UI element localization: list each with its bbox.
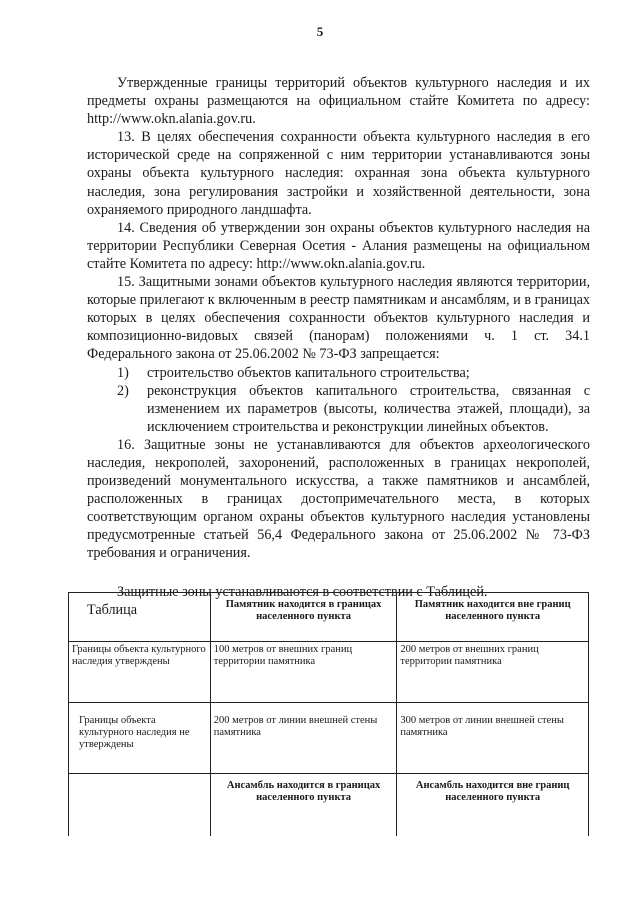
paragraph-16: 16. Защитные зоны не устанавливаются для объектов археологического наследия, некрополей, захоронений, расположенных в границах некрополей, произведений монументального искусства, а также памятников и ансамблей, расположенных в границах достопримечательного места, в которых соответствующим органом охраны объектов культурного наследия установлены предусмотренные статьей 56,4 Федерального закона от 25.06.2002 № 73-ФЗ требования и ограничения. bbox=[87, 436, 590, 562]
paragraph-boundaries: Утвержденные границы территорий объектов культурного наследия и их предметы охраны размещаются на официальном стайте Комитета по адресу: http://www.okn.alania.gov.ru. bbox=[87, 75, 590, 128]
table-cell bbox=[69, 774, 211, 837]
page-number: 5 bbox=[316, 24, 324, 39]
table-intro: Защитные зоны устанавливаются в соответствии с Таблицей. bbox=[117, 583, 488, 600]
table-header-cell: Ансамбль находится в границах населенного пункта bbox=[210, 774, 397, 837]
table-row bbox=[69, 703, 589, 774]
document-body bbox=[87, 74, 590, 619]
list-item-number: 1) bbox=[117, 364, 129, 381]
list-item bbox=[87, 382, 590, 436]
table-cell: 200 метров от внешних границ территории памятника bbox=[397, 642, 589, 703]
table-header-cell: Ансамбль находится вне границ населенного пункта bbox=[397, 774, 589, 837]
table-cell bbox=[69, 593, 211, 642]
table-cell: Границы объекта культурного наследия утверждены bbox=[69, 642, 211, 703]
paragraph-13: 13. В целях обеспечения сохранности объекта культурного наследия в его исторической среде на сопряженной с ним территории устанавливаются зоны охраны объекта культурного наследия: охранная зона объекта культурного наследия, зона регулирования застройки и хозяйственной деятельности, зона охраняемого природного ландшафта. bbox=[87, 129, 590, 218]
table-header-cell: Памятник находится вне границ населенного пункта bbox=[397, 593, 589, 642]
table-cell: 200 метров от линии внешней стены памятника bbox=[210, 703, 397, 774]
list-item-text: реконструкция объектов капитального строительства, связанная с изменением их параметров (высоты, количества этажей, площади), за исключением строительства и реконструкции линейных объектов. bbox=[147, 382, 590, 435]
table-cell: 300 метров от линии внешней стены памятника bbox=[397, 703, 589, 774]
table-header-row bbox=[69, 593, 589, 642]
paragraph-14: 14. Сведения об утверждении зон охраны объектов культурного наследия на территории Республики Северная Осетия - Алания размещены на официальном стайте Комитета по адресу: http://www.okn.alania.gov.ru. bbox=[87, 219, 590, 272]
table-cell: 100 метров от внешних границ территории памятника bbox=[210, 642, 397, 703]
protection-zones-table bbox=[68, 592, 589, 836]
list-item-number: 2) bbox=[117, 382, 129, 399]
list-item bbox=[87, 364, 590, 382]
table-cell: Границы объекта культурного наследия не утверждены bbox=[69, 703, 211, 774]
table-header-row bbox=[69, 774, 589, 837]
paragraph-15: 15. Защитными зонами объектов культурного наследия являются территории, которые прилегают к включенным в реестр памятникам и ансамблям, и в границах которых в целях обеспечения сохранности объектов культурного наследия и композиционно-видовых связей (панорам) положениями ч. 1 ст. 34.1 Федерального закона от 25.06.2002 № 73-ФЗ запрещается: bbox=[87, 274, 590, 363]
table-label: Таблица bbox=[87, 601, 138, 618]
list-item-text: строительство объектов капитального строительства; bbox=[147, 364, 470, 381]
table-header-cell: Памятник находится в границах населенного пункта bbox=[210, 593, 397, 642]
table-row bbox=[69, 642, 589, 703]
